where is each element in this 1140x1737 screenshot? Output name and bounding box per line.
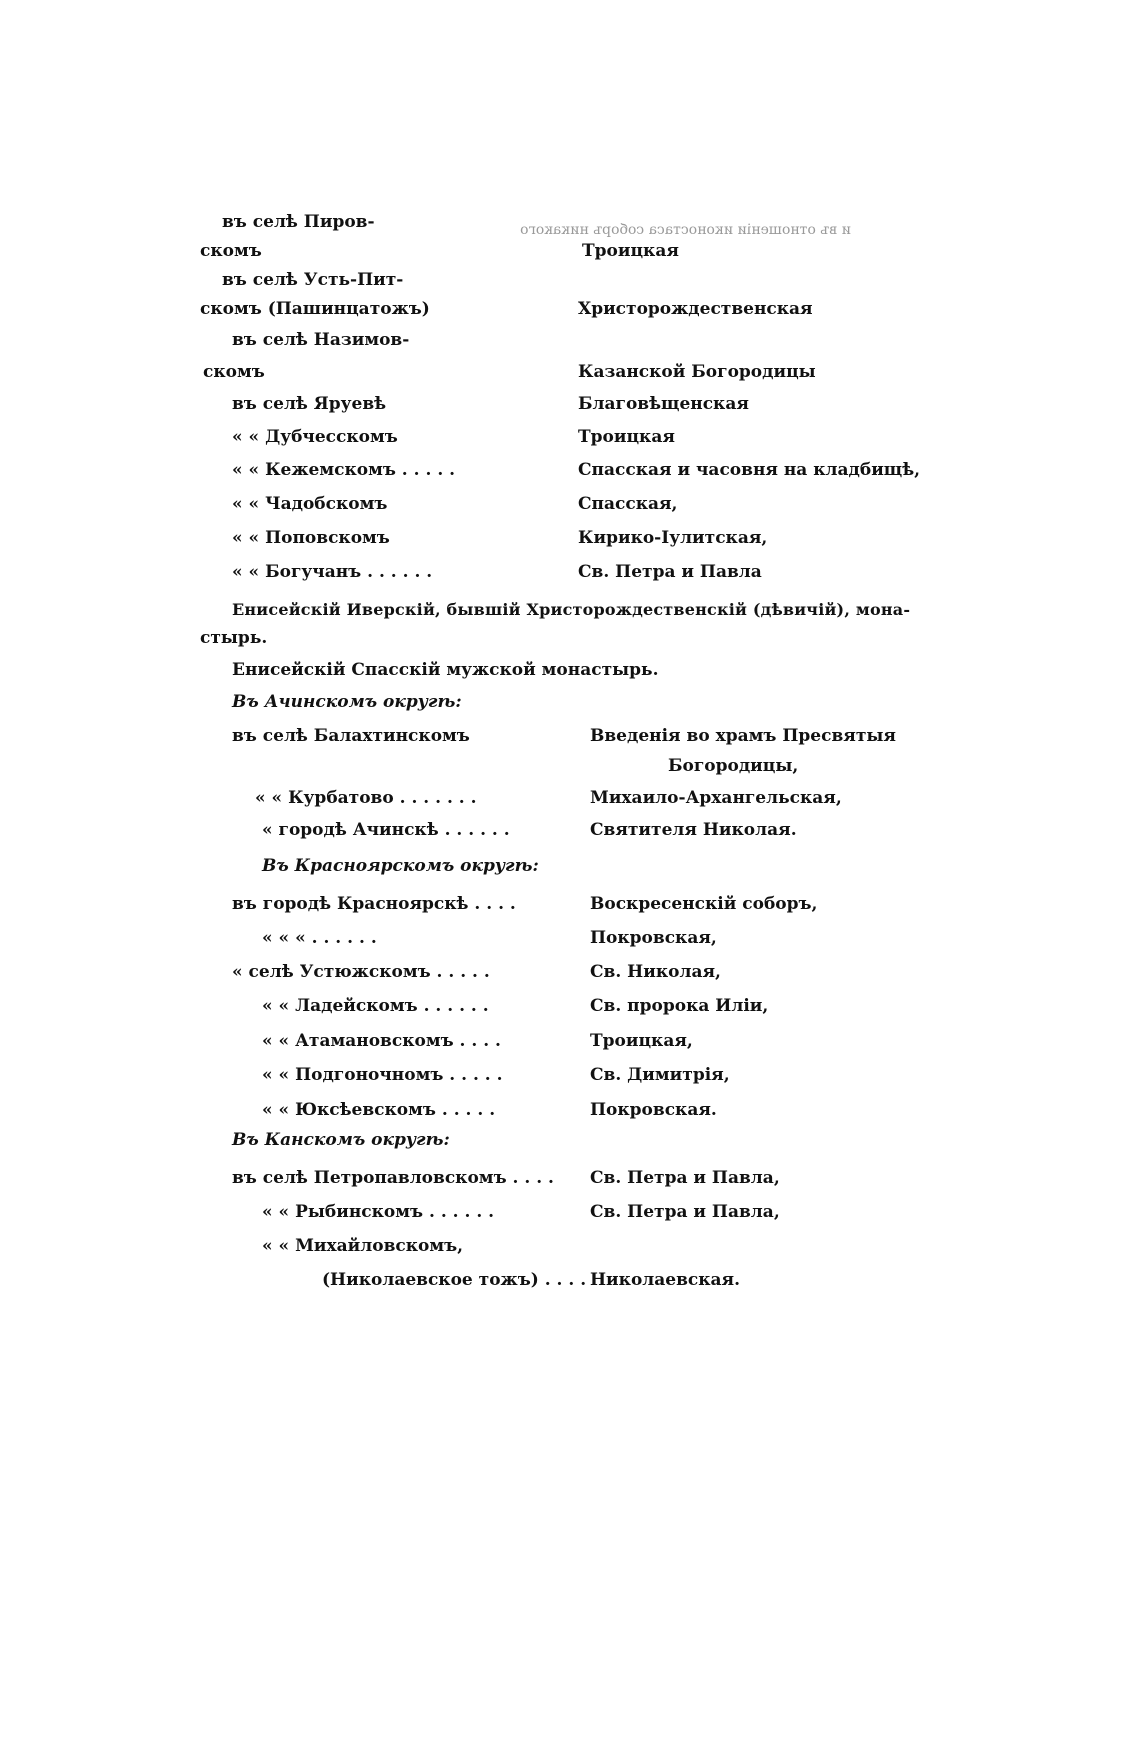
church-name: Христорождественская — [578, 299, 813, 319]
church-name: Спасская, — [578, 494, 678, 514]
monastery-line: Енисейскій Спасскій мужской монастырь. — [232, 660, 659, 680]
section-heading: Въ Ачинскомъ округѣ: — [232, 692, 462, 712]
church-name: Кирико-Іулитская, — [578, 528, 768, 548]
church-name: Воскресенскій соборъ, — [590, 894, 818, 914]
section-heading: Въ Канскомъ округѣ: — [232, 1130, 450, 1150]
place-name: въ селѣ Пиров- — [222, 212, 375, 232]
church-name: Богородицы, — [668, 756, 799, 776]
church-name: Троицкая — [578, 427, 675, 447]
church-name: Св. Николая, — [590, 962, 721, 982]
church-name: Троицкая — [582, 241, 679, 261]
church-name: Покровская. — [590, 1100, 717, 1120]
place-name: « « Дубчесскомъ — [232, 427, 398, 447]
church-name: Св. Петра и Павла, — [590, 1168, 780, 1188]
place-name: « городѣ Ачинскѣ . . . . . . — [262, 820, 510, 840]
place-name: въ селѣ Петропавловскомъ . . . . — [232, 1168, 554, 1188]
place-name: въ селѣ Яруевѣ — [232, 394, 387, 414]
place-name: « « Кежемскомъ . . . . . — [232, 460, 456, 480]
church-name: Казанской Богородицы — [578, 362, 816, 382]
monastery-line: Енисейскій Иверскій, бывшій Христорождественскій (дѣвичій), мона- — [232, 600, 911, 619]
church-name: Покровская, — [590, 928, 717, 948]
church-name: Св. Петра и Павла, — [590, 1202, 780, 1222]
church-name: Троицкая, — [590, 1031, 693, 1051]
church-name: Спасская и часовня на кладбищѣ, — [578, 460, 921, 480]
church-name: Св. пророка Иліи, — [590, 996, 769, 1016]
place-name: въ селѣ Назимов- — [232, 330, 410, 350]
church-name: Благовѣщенская — [578, 394, 749, 414]
church-name: Святителя Николая. — [590, 820, 797, 840]
place-name: въ селѣ Балахтинскомъ — [232, 726, 470, 746]
place-name: скомъ — [200, 241, 262, 261]
church-name: Николаевская. — [590, 1270, 741, 1290]
place-name: « « Юксѣевскомъ . . . . . — [262, 1100, 496, 1120]
place-name: « « Подгоночномъ . . . . . — [262, 1065, 503, 1085]
place-name: « « Рыбинскомъ . . . . . . — [262, 1202, 495, 1222]
church-name: Св. Петра и Павла — [578, 562, 762, 582]
place-name: « « Курбатово . . . . . . . — [255, 788, 477, 808]
place-name: « « Ладейскомъ . . . . . . — [262, 996, 489, 1016]
monastery-line-cont: стырь. — [200, 628, 268, 648]
place-name: « « Михайловскомъ, — [262, 1236, 464, 1256]
place-name: скомъ — [203, 362, 265, 382]
place-name: « « Поповскомъ — [232, 528, 390, 548]
place-name: « « Богучанъ . . . . . . — [232, 562, 433, 582]
place-name: въ городѣ Красноярскѣ . . . . — [232, 894, 516, 914]
church-name: Св. Димитрія, — [590, 1065, 730, 1085]
church-name: Введенія во храмъ Пресвятыя — [590, 726, 896, 746]
section-heading: Въ Красноярскомъ округѣ: — [262, 856, 539, 876]
church-name: Михаило-Архангельская, — [590, 788, 842, 808]
place-name: « « « . . . . . . — [262, 928, 377, 948]
bleed-through: и въ отношеніи иконостаса соборъ никакого — [520, 222, 851, 238]
place-name: « « Чадобскомъ — [232, 494, 388, 514]
place-name: « селѣ Устюжскомъ . . . . . — [232, 962, 490, 982]
place-name: скомъ (Пашинцатожъ) — [200, 299, 430, 319]
place-name: въ селѣ Усть-Пит- — [222, 270, 404, 290]
place-name: (Николаевское тожъ) . . . . — [322, 1270, 587, 1290]
place-name: « « Атамановскомъ . . . . — [262, 1031, 501, 1051]
